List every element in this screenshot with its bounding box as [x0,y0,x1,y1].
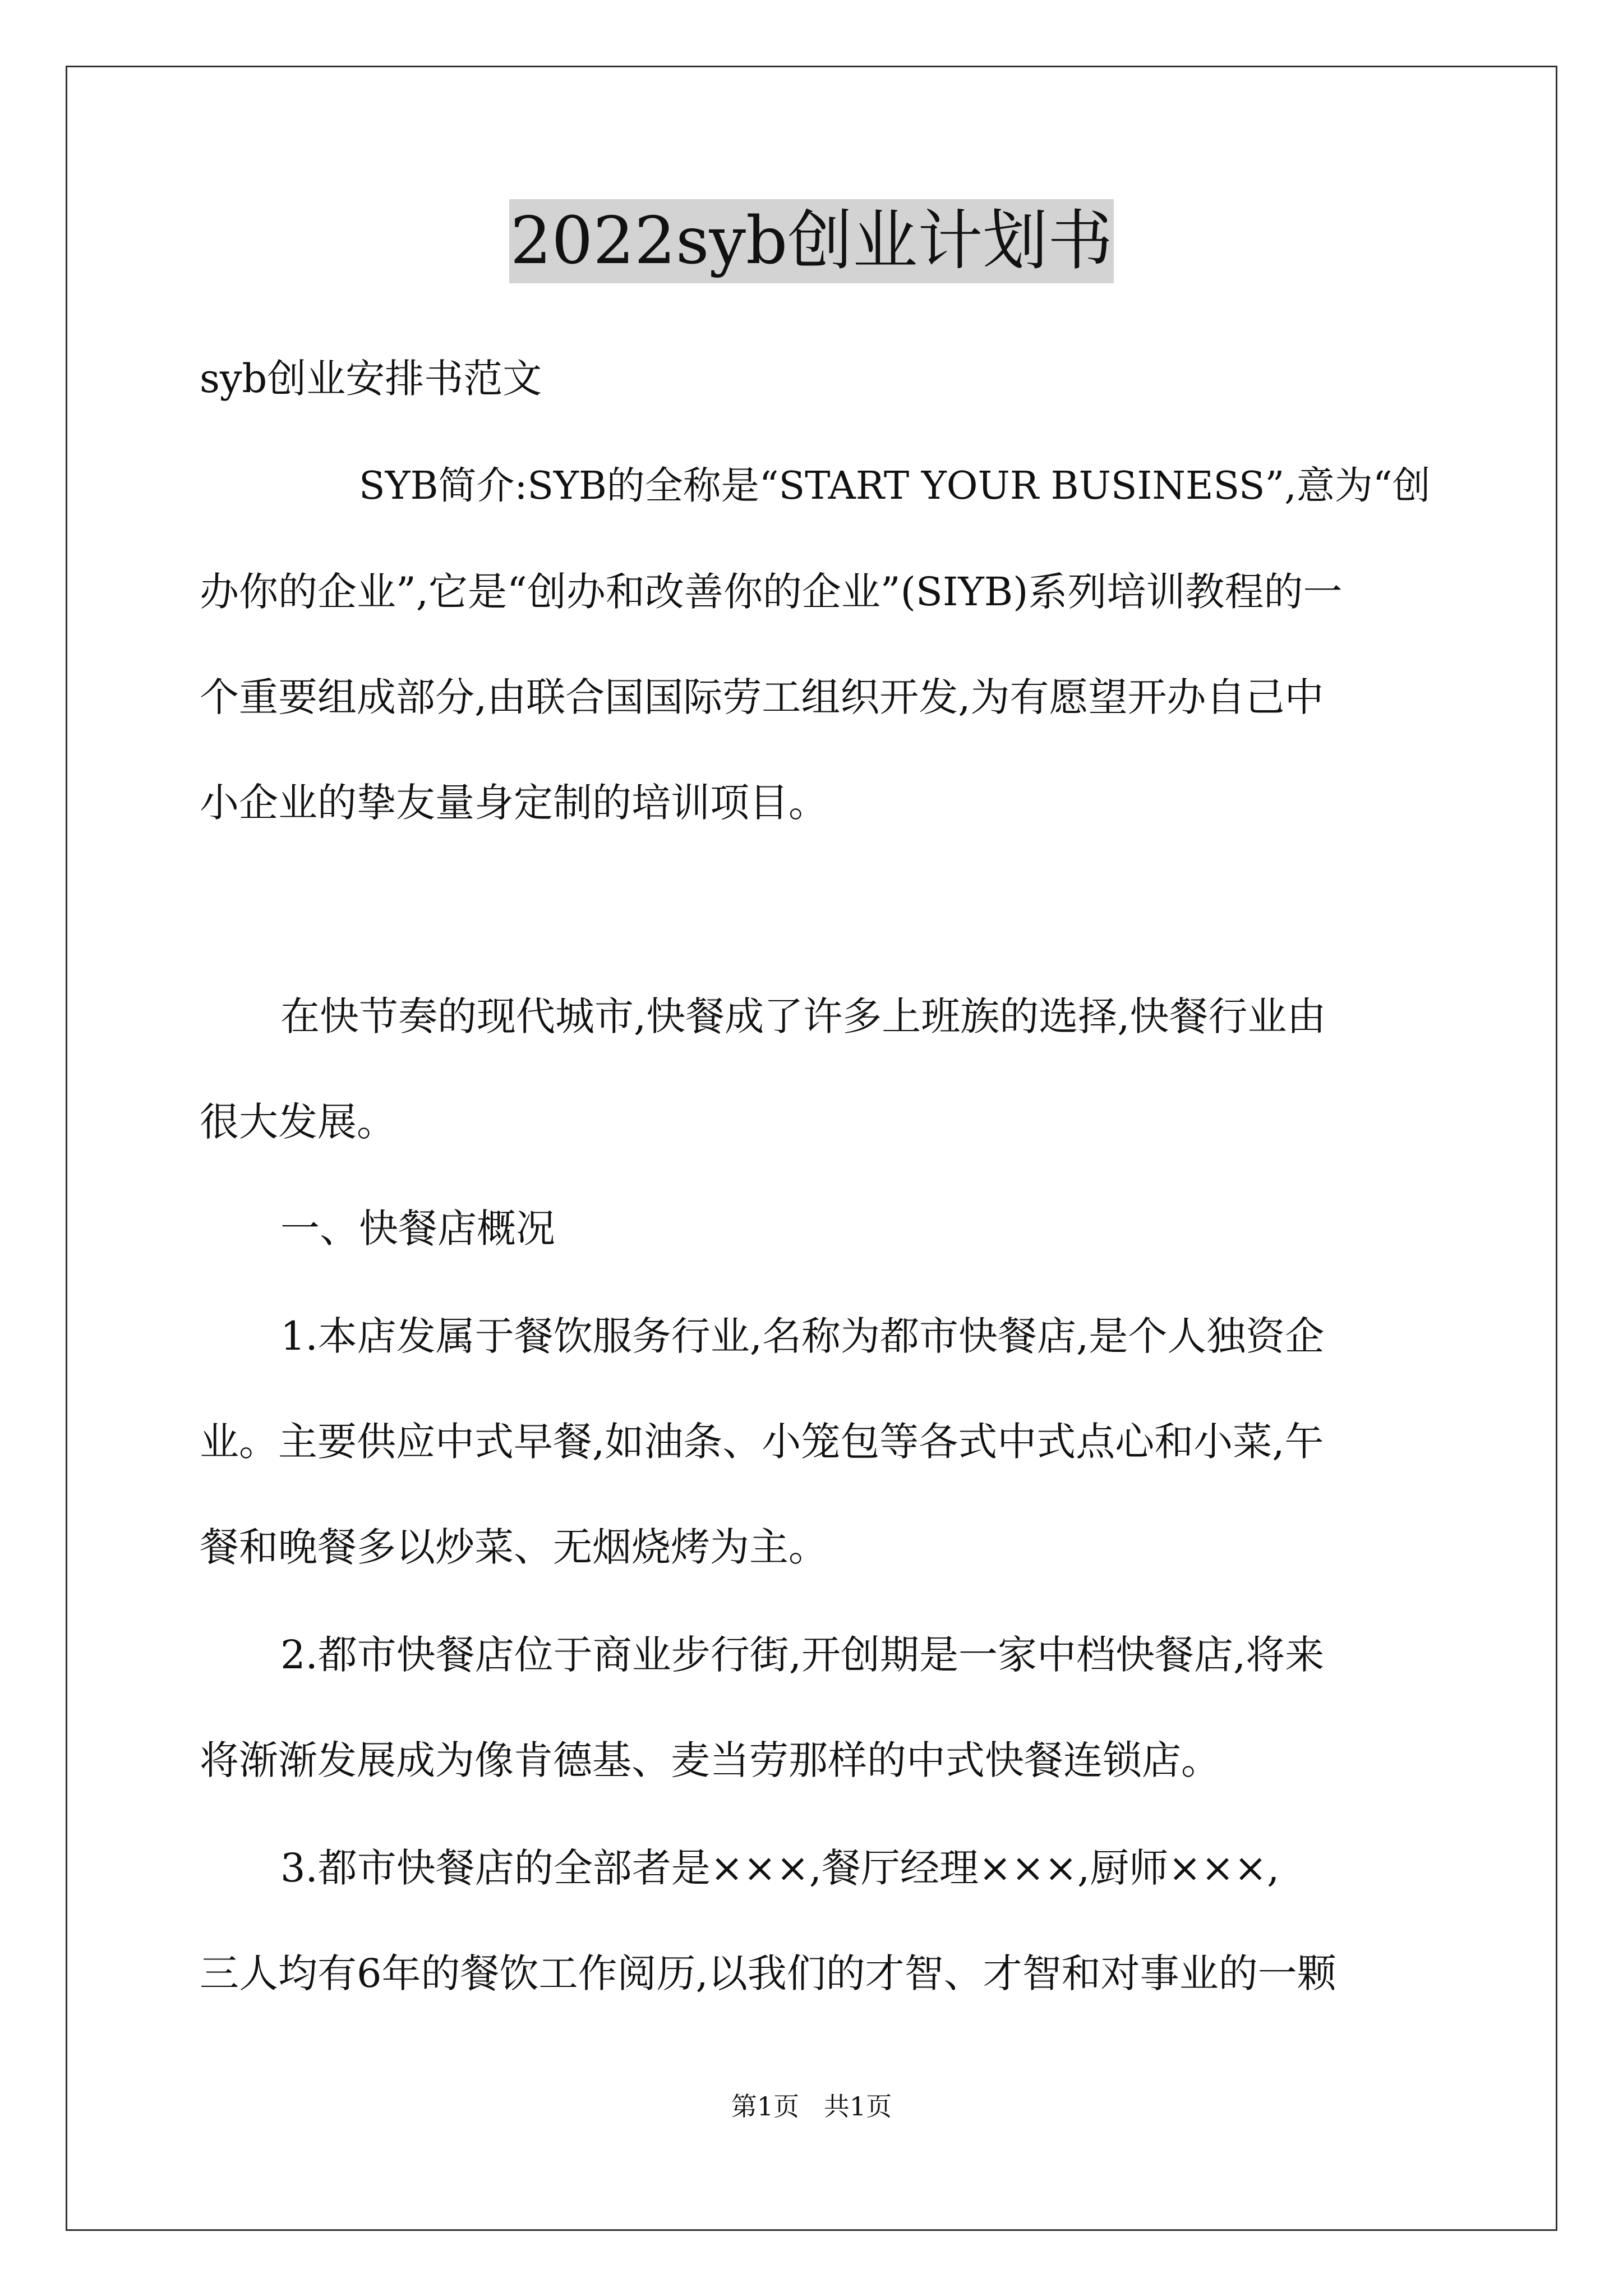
document-title: 2022syb创业计划书 [509,199,1114,283]
paragraph-line: 小企业的挚友量身定制的培训项目。 [200,780,828,826]
paragraph-line: 在快节奏的现代城市,快餐成了许多上班族的选择,快餐行业由 [280,993,1326,1039]
paragraph-line: 餐和晚餐多以炒菜、无烟烧烤为主。 [200,1524,828,1570]
paragraph-line: 三人均有6年的餐饮工作阅历,以我们的才智、才智和对事业的一颗 [200,1950,1336,1996]
paragraph-line: 个重要组成部分,由联合国国际劳工组织开发,为有愿望开办自己中 [200,674,1324,720]
paragraph-line: SYB简介:SYB的全称是“START YOUR BUSINESS”,意为“创 [359,464,1431,508]
paragraph-line: 2.都市快餐店位于商业步行街,开创期是一家中档快餐店,将来 [280,1632,1325,1678]
paragraph-line: 办你的企业”,它是“创办和改善你的企业”(SIYB)系列培训教程的一 [200,569,1343,615]
title-container [0,199,1623,283]
paragraph-line: 业。主要供应中式早餐,如油条、小笼包等各式中式点心和小菜,午 [200,1419,1324,1465]
section-heading: 一、快餐店概况 [280,1205,555,1251]
document-subtitle: syb创业安排书范文 [200,356,542,402]
paragraph-line: 1.本店发属于餐饮服务行业,名称为都市快餐店,是个人独资企 [280,1313,1325,1359]
paragraph-line: 3.都市快餐店的全部者是×××,餐厅经理×××,厨师×××, [280,1845,1280,1891]
page-footer: 第1页 共1页 [731,2091,892,2122]
paragraph-line: 将渐渐发展成为像肯德基、麦当劳那样的中式快餐连锁店。 [200,1737,1220,1783]
paragraph-line: 很大发展。 [200,1099,396,1145]
